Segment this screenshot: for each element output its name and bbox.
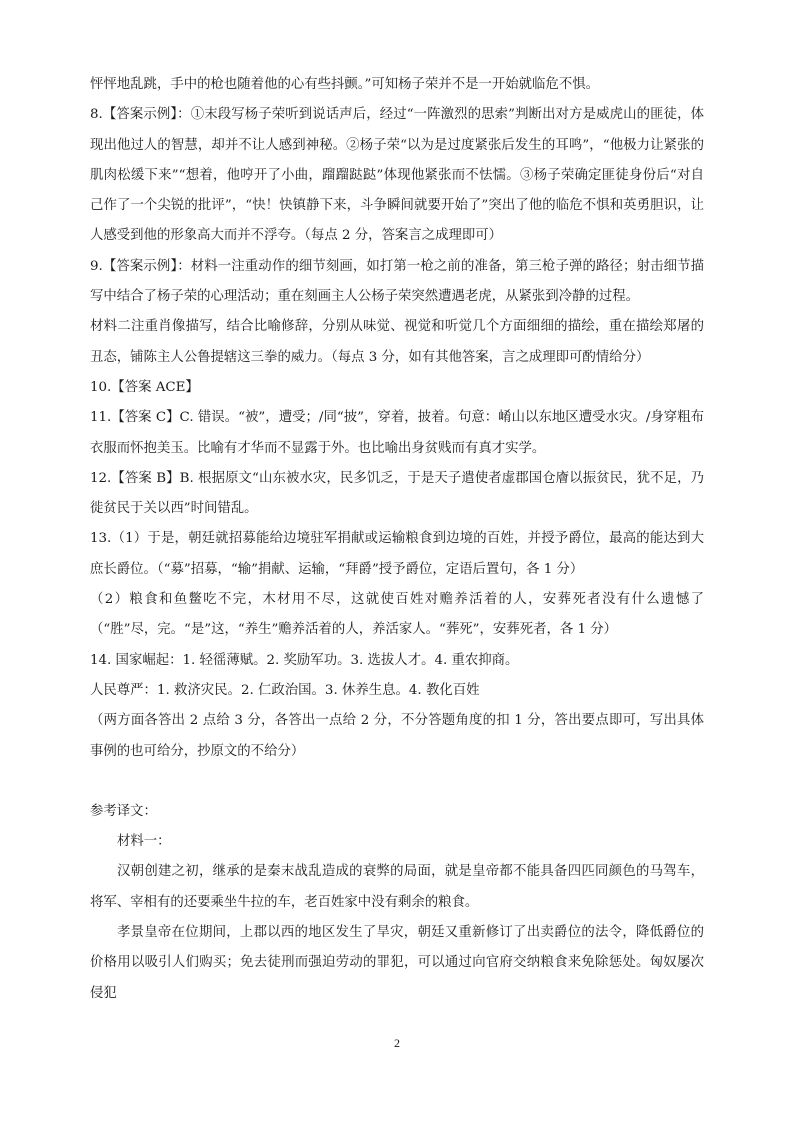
answer-9-material-2: 材料二注重肖像描写，结合比喻修辞，分别从味觉、视觉和听觉几个方面细细的描绘，重在描绘郑屠的丑态，铺陈主人公鲁提辖这三拳的威力。（每点 3 分，如有其他答案，言之成理即可酌情给分） [90, 319, 704, 365]
answer-11: 11.【答案 C】C. 错误。“被”，遭受；/同“披”，穿着，披着。句意：崤山以东地区遭受水灾。/身穿粗布衣服而怀抱美玉。比喻有才华而不显露于外。也比喻出身贫贱而有真才实学。 [90, 410, 704, 456]
answer-9: 9.【答案示例】：材料一注重动作的细节刻画，如打第一枪之前的准备，第三枪子弹的路径；射击细节描写中结合了杨子荣的心理活动；重在刻画主人公杨子荣突然遭遇老虎，从紧张到冷静的过程。 [90, 258, 704, 305]
answer-12: 12.【答案 B】B. 根据原文“山东被水灾，民多饥乏，于是天子遣使者虚郡国仓廥以振贫民，犹不足，乃徙贫民于关以西”时间错乱。 [90, 470, 704, 517]
translation-heading: 参考译文： [90, 803, 157, 819]
answer-13-part-1: 13.（1）于是，朝廷就招募能给边境驻军捐献或运输粮食到边境的百姓，并授予爵位，最高的能达到大庶长爵位。（“募”招募，“输”捐献、运输，“拜爵”授予爵位，定语后置句，各 1 分） [90, 531, 704, 577]
answer-14-scoring: （两方面各答出 2 点给 3 分，各答出一点给 2 分，不分答题角度的扣 1 分，答出要点即可，写出具体事例的也可给分，抄原文的不给分） [90, 713, 704, 759]
answer-14-people-dignity: 人民尊严：1. 救济灾民。2. 仁政治国。3. 休养生息。4. 教化百姓 [90, 682, 480, 698]
translation-paragraph-1: 汉朝创建之初，继承的是秦末战乱造成的衰弊的局面，就是皇帝都不能具备四匹同颜色的马驾车，将军、宰相有的还要乘坐牛拉的车，老百姓家中没有剩余的粮食。 [90, 864, 704, 910]
page-number: 2 [394, 1036, 400, 1050]
material-1-heading: 材料一： [117, 834, 171, 850]
translation-paragraph-2: 孝景皇帝在位期间，上郡以西的地区发生了旱灾，朝廷又重新修订了出卖爵位的法令，降低爵位的价格用以吸引人们购买；免去徒刑而强迫劳动的罪犯，可以通过向官府交纳粮食来免除惩处。匈奴屡次侵犯 [90, 925, 704, 1001]
answer-13-part-2: （2）粮食和鱼鳖吃不完，木材用不尽，这就使百姓对赡养活着的人，安葬死者没有什么遗憾了（“胜”尽，完。“是”这，“养生”赡养活着的人，养活家人。“葬死”，安葬死者，各 1 分） [90, 592, 704, 638]
paragraph-continuation: 怦怦地乱跳，手中的枪也随着他的心有些抖颤。”可知杨子荣并不是一开始就临危不惧。 [90, 77, 599, 92]
answer-8: 8.【答案示例】：①末段写杨子荣听到说话声后，经过“一阵激烈的思索”判断出对方是威虎山的匪徒，体现出他过人的智慧，却并不让人感到神秘。②杨子荣“以为是过度紧张后发生的耳鸣”，“他极力让紧张的肌肉松缓下来”“想着，他哼开了小曲，蹓蹓跶跶”体现他紧张而不怯懦。③杨子荣确定匪徒身份后“对自己作了一个尖锐的批评”，“快！快镇静下来，斗争瞬间就要开始了”突出了他的临危不惧和英勇胆识，让人感受到他的形象高大而并不浮夸。（每点 2 分，答案言之成理即可） [90, 107, 704, 244]
answer-14-national-rise: 14. 国家崛起：1. 轻徭薄赋。2. 奖励军功。3. 选拔人才。4. 重农抑商。 [90, 652, 519, 668]
answer-10: 10.【答案 ACE】 [90, 379, 199, 395]
